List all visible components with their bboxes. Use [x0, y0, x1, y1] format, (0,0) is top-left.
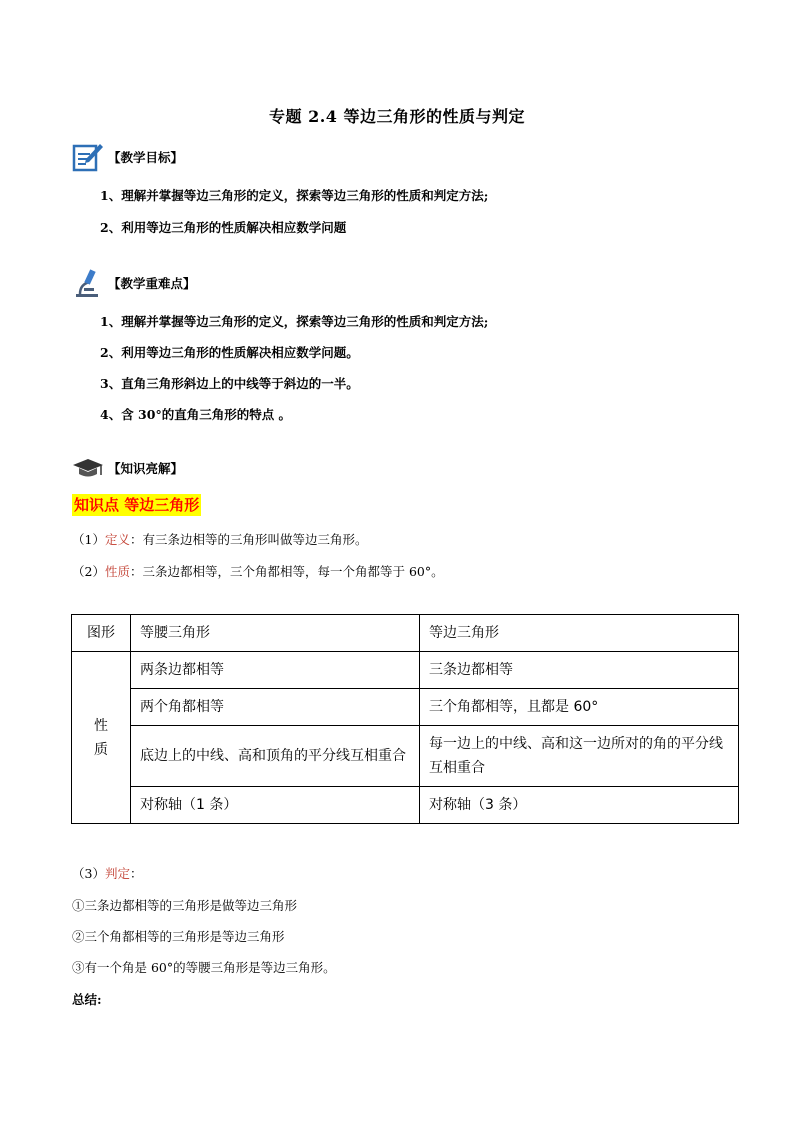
- property-table: [71, 614, 739, 824]
- difficulty-item-2: 2、利用等边三角形的性质解决相应数学问题。: [100, 345, 359, 360]
- summary-label: 总结:: [72, 992, 102, 1007]
- table-cell: 每一边上的中线、高和这一边所对的角的平分线互相重合: [420, 726, 739, 787]
- graduation-cap-icon: [72, 453, 104, 483]
- table-row: [72, 652, 739, 689]
- notepad-pencil-icon: [72, 142, 104, 172]
- microscope-icon: [72, 268, 104, 298]
- difficulty-item-1: 1、理解并掌握等边三角形的定义，探索等边三角形的性质和判定方法;: [100, 314, 489, 329]
- difficulties-heading: 【教学重难点】: [72, 268, 196, 298]
- judgement-item-2: ②三个角都相等的三角形是等边三角形: [72, 929, 285, 944]
- table-row: [72, 726, 739, 787]
- table-row: [72, 787, 739, 824]
- table-header-cell: 等腰三角形: [131, 615, 420, 652]
- judgement-line: （3）判定：: [72, 866, 143, 881]
- table-cell: 两条边都相等: [131, 652, 420, 689]
- page-title: 专题 2.4 等边三角形的性质与判定: [269, 107, 525, 126]
- goal-item-1: 1、理解并掌握等边三角形的定义，探索等边三角形的性质和判定方法;: [100, 188, 489, 203]
- table-cell: 三个角都相等，且都是 60°: [420, 689, 739, 726]
- knowledge-heading: 【知识亮解】: [72, 453, 183, 483]
- table-cell: 对称轴（1 条）: [131, 787, 420, 824]
- definition-line: （1）定义：有三条边相等的三角形叫做等边三角形。: [72, 532, 368, 547]
- property-line: （2）性质：三条边都相等，三个角都相等，每一个角都等于 60°。: [72, 564, 444, 579]
- goal-item-2: 2、利用等边三角形的性质解决相应数学问题: [100, 220, 347, 235]
- judgement-item-1: ①三条边都相等的三角形是做等边三角形: [72, 898, 298, 913]
- goals-heading: 【教学目标】: [72, 142, 183, 172]
- table-cell: 三条边都相等: [420, 652, 739, 689]
- table-header-row: [72, 615, 739, 652]
- table-row: [72, 689, 739, 726]
- table-header-cell: 等边三角形: [420, 615, 739, 652]
- table-cell: 对称轴（3 条）: [420, 787, 739, 824]
- table-cell: 底边上的中线、高和顶角的平分线互相重合: [131, 726, 420, 787]
- table-header-cell: 图形: [72, 615, 131, 652]
- difficulty-item-3: 3、直角三角形斜边上的中线等于斜边的一半。: [100, 376, 359, 391]
- difficulty-item-4: 4、含 30°的直角三角形的特点 。: [100, 407, 292, 422]
- judgement-item-3: ③有一个角是 60°的等腰三角形是等边三角形。: [72, 960, 336, 975]
- knowledge-point-label: 知识点 等边三角形: [74, 496, 200, 514]
- table-cell: 两个角都相等: [131, 689, 420, 726]
- table-side-label: 性 质: [72, 652, 131, 824]
